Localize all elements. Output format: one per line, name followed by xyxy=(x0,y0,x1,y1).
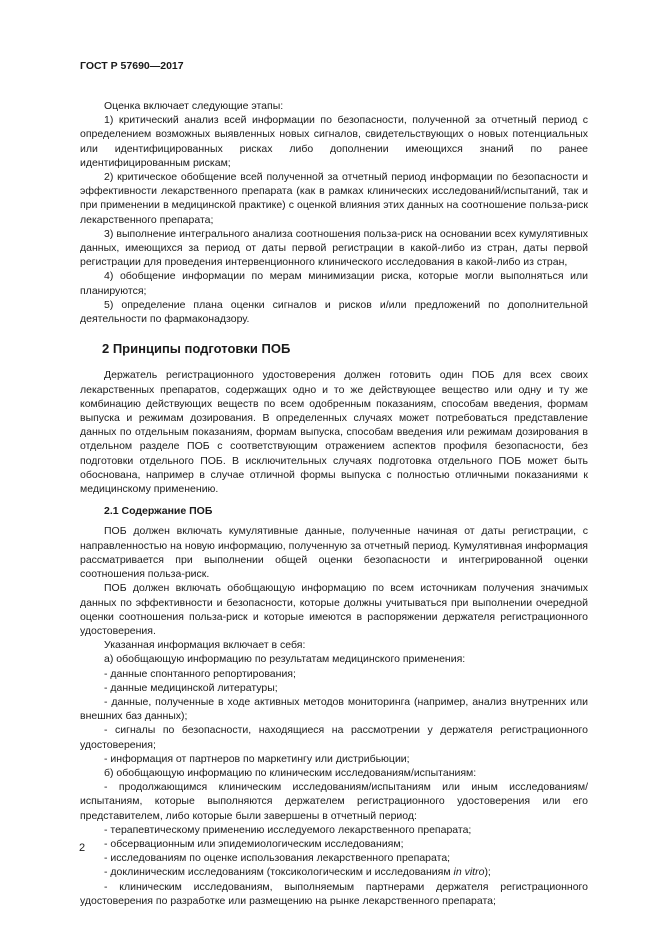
list-a-item-5: - информация от партнеров по маркетингу или дистрибьюции; xyxy=(104,752,410,765)
list-b-last: - клиническим исследованиям, выполняемым партнерами держателя регистрационного удостоверения по разработке или размещению на рынке лекарственного препарата; xyxy=(80,880,588,907)
intro-lead: Оценка включает следующие этапы: xyxy=(104,100,284,112)
list-b-item-4-italic: in vitro xyxy=(453,866,485,879)
list-a-item-4: - сигналы по безопасности, находящиеся на рассмотрении у держателя регистрационного удостоверения; xyxy=(80,724,588,751)
list-b-item-3: - исследованиям по оценке использования лекарственного препарата; xyxy=(104,852,451,865)
intro-step-3: 3) выполнение интегрального анализа соотношения польза-риск на основании всех кумулятивных данных, имеющихся за период от даты первой регистрации в какой-либо из стран, даты первой регистрации для проведения интервенционного клинического исследования в какой-либо из стран, xyxy=(80,227,588,269)
section-2-1-p2: ПОБ должен включать обобщающую информацию по всем источникам получения значимых данных по эффективности и безопасности, которые должны учитываться при выполнении очередной оценки соотношения польза-риск и которые имеются в распоряжении держателя регистрационного удостоверения. xyxy=(80,582,588,637)
list-a-title: а) обобщающую информацию по результатам медицинского применения: xyxy=(104,653,466,666)
intro-step-4: 4) обобщение информации по мерам минимизации риска, которые могли выполняться или планируются; xyxy=(80,270,588,297)
section-2-1-heading: 2.1 Содержание ПОБ xyxy=(104,505,213,518)
intro-step-2: 2) критическое обобщение всей полученной за отчетный период информации по безопасности и эффективности лекарственного препарата (как в рамках клинических исследований/испытаний, так и при применении в медицинской практике) с оценкой влияния этих данных на соотношение польза-риск лекарственного препарата; xyxy=(80,171,588,226)
list-b-item-4-text: - доклиническим исследованиям (токсикологическим и исследованиям xyxy=(104,866,454,879)
page-number: 2 xyxy=(79,842,86,854)
section-2-paragraph: Держатель регистрационного удостоверения должен готовить один ПОБ для всех своих лекарственных препаратов, содержащих одно и то же действующее вещество или одну и ту же комбинацию действующих веществ по всем одобренным показаниям, способам введения, формам выпуска и режимам дозирования. В определенных случаях может потребоваться представление данных по отдельным показаниям, формам выпуска, способам введения или режимам дозирования в отдельном разделе ПОБ с соответствующим отражением аспектов профиля безопасности, без подготовки отдельного ПОБ. В исключительных случаях подготовка отдельного ПОБ может быть обоснована, например в случае отличной формы выпуска с полностью отличными показаниями к медицинскому применению. xyxy=(80,369,588,496)
section-2-1-p1: ПОБ должен включать кумулятивные данные, полученные начиная от даты регистрации, с направленностью на новую информацию, полученную за отчетный период. Кумулятивная информация рассматривается при выполнении общей оценки безопасности и интегрированной оценки соотношения польза-риск. xyxy=(80,525,588,581)
list-a-item-1: - данные спонтанного репортирования; xyxy=(104,667,296,680)
list-a-item-2: - данные медицинской литературы; xyxy=(104,681,278,694)
list-b-item-1: - терапевтическому применению исследуемого лекарственного препарата; xyxy=(104,823,472,836)
intro-step-5: 5) определение плана оценки сигналов и рисков и/или предложений по дополнительной деятельности по фармаконадзору. xyxy=(80,298,588,326)
list-b-title: б) обобщающую информацию по клиническим исследованиям/испытаниям: xyxy=(104,766,477,779)
info-lead: Указанная информация включает в себя: xyxy=(104,639,306,652)
list-a-item-3: - данные, полученные в ходе активных методов мониторинга (например, анализ внутренних или внешних баз данных); xyxy=(80,695,588,723)
list-b-intro: - продолжающимся клиническим исследованиям/испытаниям или иным исследованиям/испытаниям, которые выполняются держателем регистрационного удостоверения или его представителем, либо которые были завершены в отчетный период: xyxy=(80,781,588,822)
list-b-item-2: - обсервационным или эпидемиологическим исследованиям; xyxy=(104,837,404,850)
page-body xyxy=(80,99,588,908)
document-header: ГОСТ Р 57690—2017 xyxy=(80,60,184,72)
intro-step-1: 1) критический анализ всей информации по безопасности, полученной за отчетный период с определением возможных выявленных новых сигналов, свидетельствующих о новых потенциальных или идентифицированных рисках либо дополнении имеющихся знаний по ранее идентифицированным рискам; xyxy=(80,114,588,169)
section-2-heading: 2 Принципы подготовки ПОБ xyxy=(102,341,291,357)
list-b-item-4 xyxy=(80,865,588,879)
list-b-item-4-end: ); xyxy=(484,866,491,879)
